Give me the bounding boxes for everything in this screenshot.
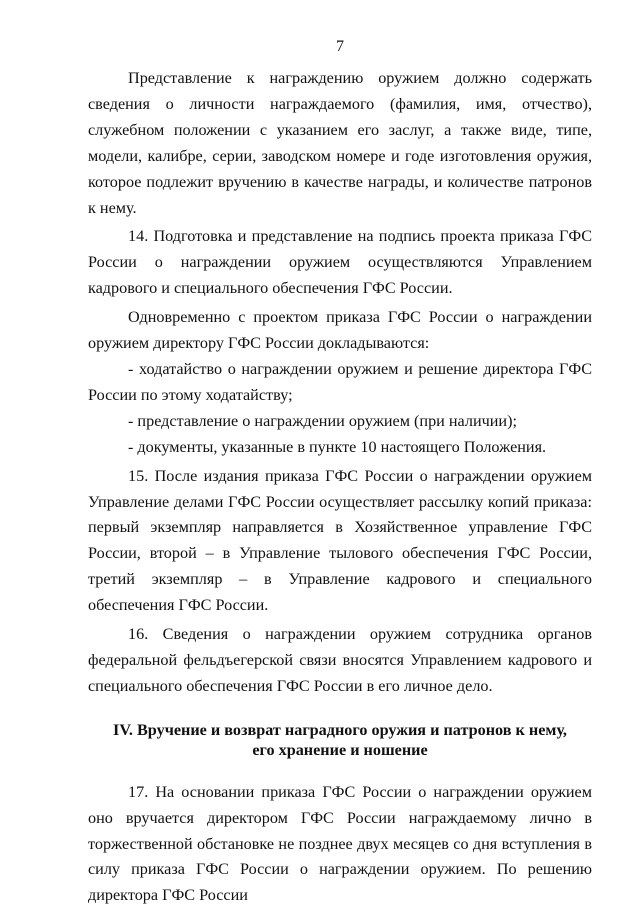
page-number: 7 bbox=[336, 38, 344, 55]
paragraph-16: 16. Сведения о награждении оружием сотрудника органов федеральной фельдъегерской связи вносятся Управлением кадрового и специального обеспечения ГФС России в его личное дело. bbox=[88, 625, 592, 695]
paragraph-award-submission-content: Представление к награждению оружием должно содержать сведения о личности награждаемого (фамилия, имя, отчество), служебном положении с указанием его заслуг, а также виде, типе, модели, калибре, серии, заводском номере и годе изготовления оружия, которое подлежит вручению в качестве награды, и количестве патронов к нему. bbox=[88, 69, 592, 217]
section-heading-line-2: его хранение и ношение bbox=[252, 740, 428, 759]
section-heading-line-1: IV. Вручение и возврат наградного оружия и патронов к нему, bbox=[113, 720, 567, 739]
paragraph-17: 17. На основании приказа ГФС России о награждении оружием оно вручается директором ГФС России награждаемому лично в торжественной обстановке не позднее двух месяцев со дня вступления в силу приказа ГФС России о награждении оружием. По решению директора ГФС России bbox=[88, 782, 592, 905]
list-item-submission: - представление о награждении оружием (при наличии); bbox=[128, 411, 517, 430]
paragraph-14-reports: Одновременно с проектом приказа ГФС России о награждении оружием директору ГФС России докладываются: bbox=[88, 308, 592, 353]
document-body bbox=[88, 66, 592, 909]
list-item-documents: - документы, указанные в пункте 10 настоящего Положения. bbox=[128, 437, 547, 456]
list-item-petition: - ходатайство о награждении оружием и решение директора ГФС России по этому ходатайству; bbox=[88, 359, 592, 404]
paragraph-15: 15. После издания приказа ГФС России о награждении оружием Управление делами ГФС России осуществляет рассылку копий приказа: первый экземпляр направляется в Хозяйственное управление ГФС России, второй – в Управление тылового обеспечения ГФС России, третий экземпляр – в Управление кадрового и специального обеспечения ГФС России. bbox=[88, 466, 592, 615]
paragraph-14: 14. Подготовка и представление на подпись проекта приказа ГФС России о награждении оружием осуществляются Управлением кадрового и специального обеспечения ГФС России. bbox=[88, 227, 592, 298]
section-heading bbox=[88, 720, 592, 760]
